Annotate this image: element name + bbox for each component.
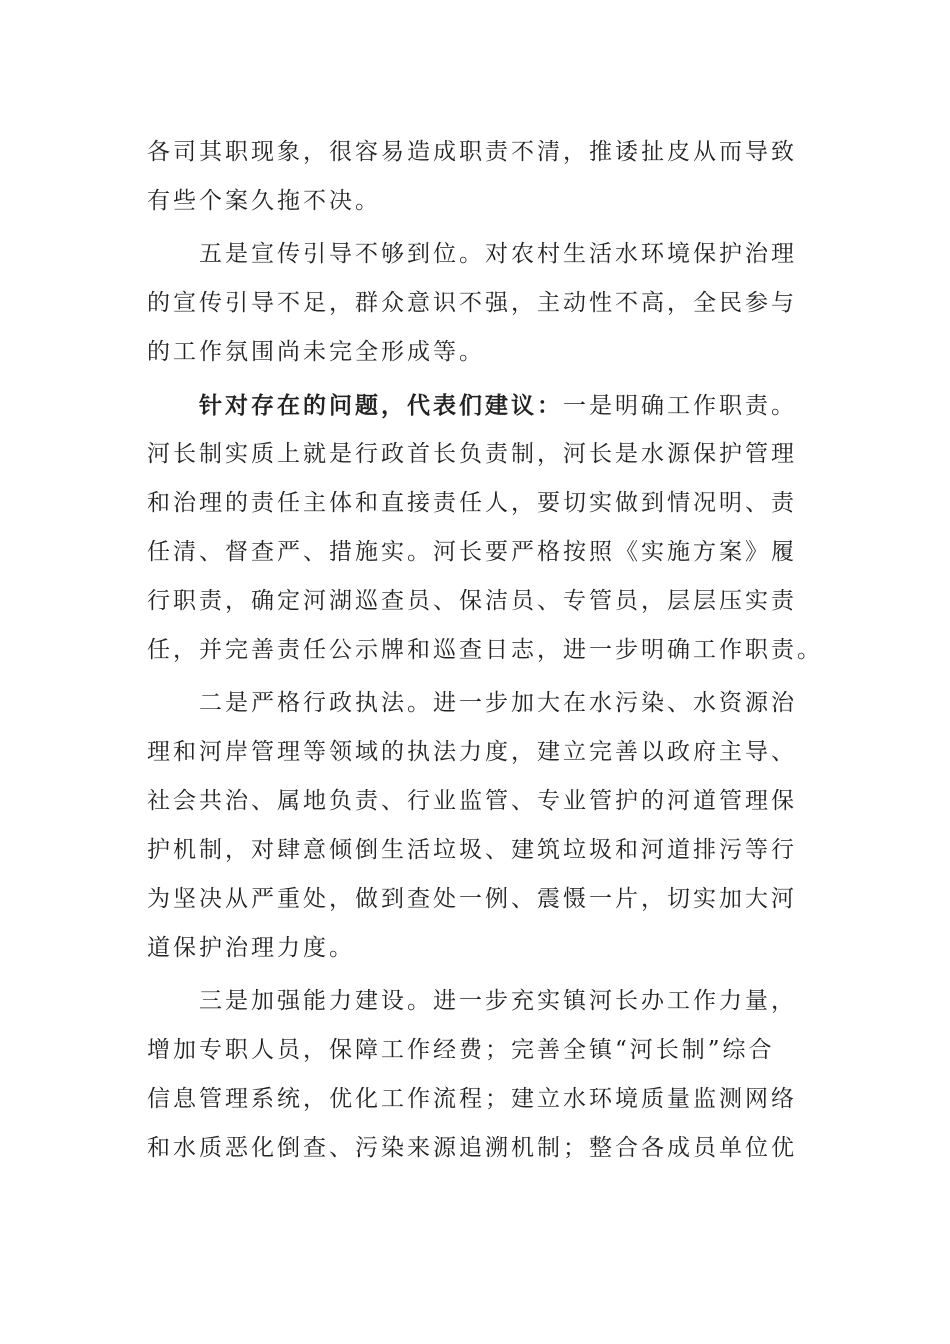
text-line: 任，并完善责任公示牌和巡查日志，进一步明确工作职责。 bbox=[147, 637, 823, 663]
paragraph-4 bbox=[147, 679, 807, 973]
text-line: 为坚决从严重处，做到查处一例、震慑一片，切实加大河 bbox=[147, 886, 797, 912]
text-line: 有些个案久拖不决。 bbox=[147, 188, 381, 214]
text-line: 河长制实质上就是行政首长负责制，河长是水源保护管理 bbox=[147, 441, 797, 467]
text-line: 五是宣传引导不够到位。对农村生活水环境保护治理 bbox=[199, 241, 797, 267]
bold-lead-text: 针对存在的问题，代表们建议： bbox=[199, 392, 563, 419]
document-body bbox=[147, 128, 823, 1173]
text-line: 理和河岸管理等领域的执法力度，建立完善以政府主导、 bbox=[147, 739, 797, 765]
lead-rest-text: 一是明确工作职责。 bbox=[563, 393, 797, 419]
text-line: 的工作氛围尚未完全形成等。 bbox=[147, 339, 485, 365]
text-line: 的宣传引导不足，群众意识不强，主动性不高，全民参与 bbox=[147, 290, 797, 316]
text-line: 和治理的责任主体和直接责任人，要切实做到情况明、责 bbox=[147, 490, 797, 516]
paragraph-2 bbox=[147, 230, 807, 377]
paragraph-5 bbox=[147, 977, 807, 1173]
text-line: 护机制，对肆意倾倒生活垃圾、建筑垃圾和河道排污等行 bbox=[147, 837, 797, 863]
text-line: 三是加强能力建设。进一步充实镇河长办工作力量， bbox=[199, 988, 797, 1014]
text-line: 信息管理系统，优化工作流程；建立水环境质量监测网络 bbox=[147, 1086, 797, 1112]
text-line: 行职责，确定河湖巡查员、保洁员、专管员，层层压实责 bbox=[147, 588, 797, 614]
paragraph-1 bbox=[147, 128, 807, 226]
text-line: 各司其职现象，很容易造成职责不清，推诿扯皮从而导致 bbox=[147, 139, 797, 165]
text-line: 任清、督查严、措施实。河长要严格按照《实施方案》履 bbox=[147, 539, 797, 565]
text-line: 道保护治理力度。 bbox=[147, 935, 355, 961]
text-line-lead bbox=[147, 381, 807, 430]
text-line: 社会共治、属地负责、行业监管、专业管护的河道管理保 bbox=[147, 788, 797, 814]
text-line: 增加专职人员，保障工作经费；完善全镇“河长制”综合 bbox=[147, 1037, 775, 1063]
text-line: 和水质恶化倒查、污染来源追溯机制；整合各成员单位优 bbox=[147, 1135, 797, 1161]
text-line: 二是严格行政执法。进一步加大在水污染、水资源治 bbox=[199, 690, 797, 716]
paragraph-3 bbox=[147, 381, 823, 675]
